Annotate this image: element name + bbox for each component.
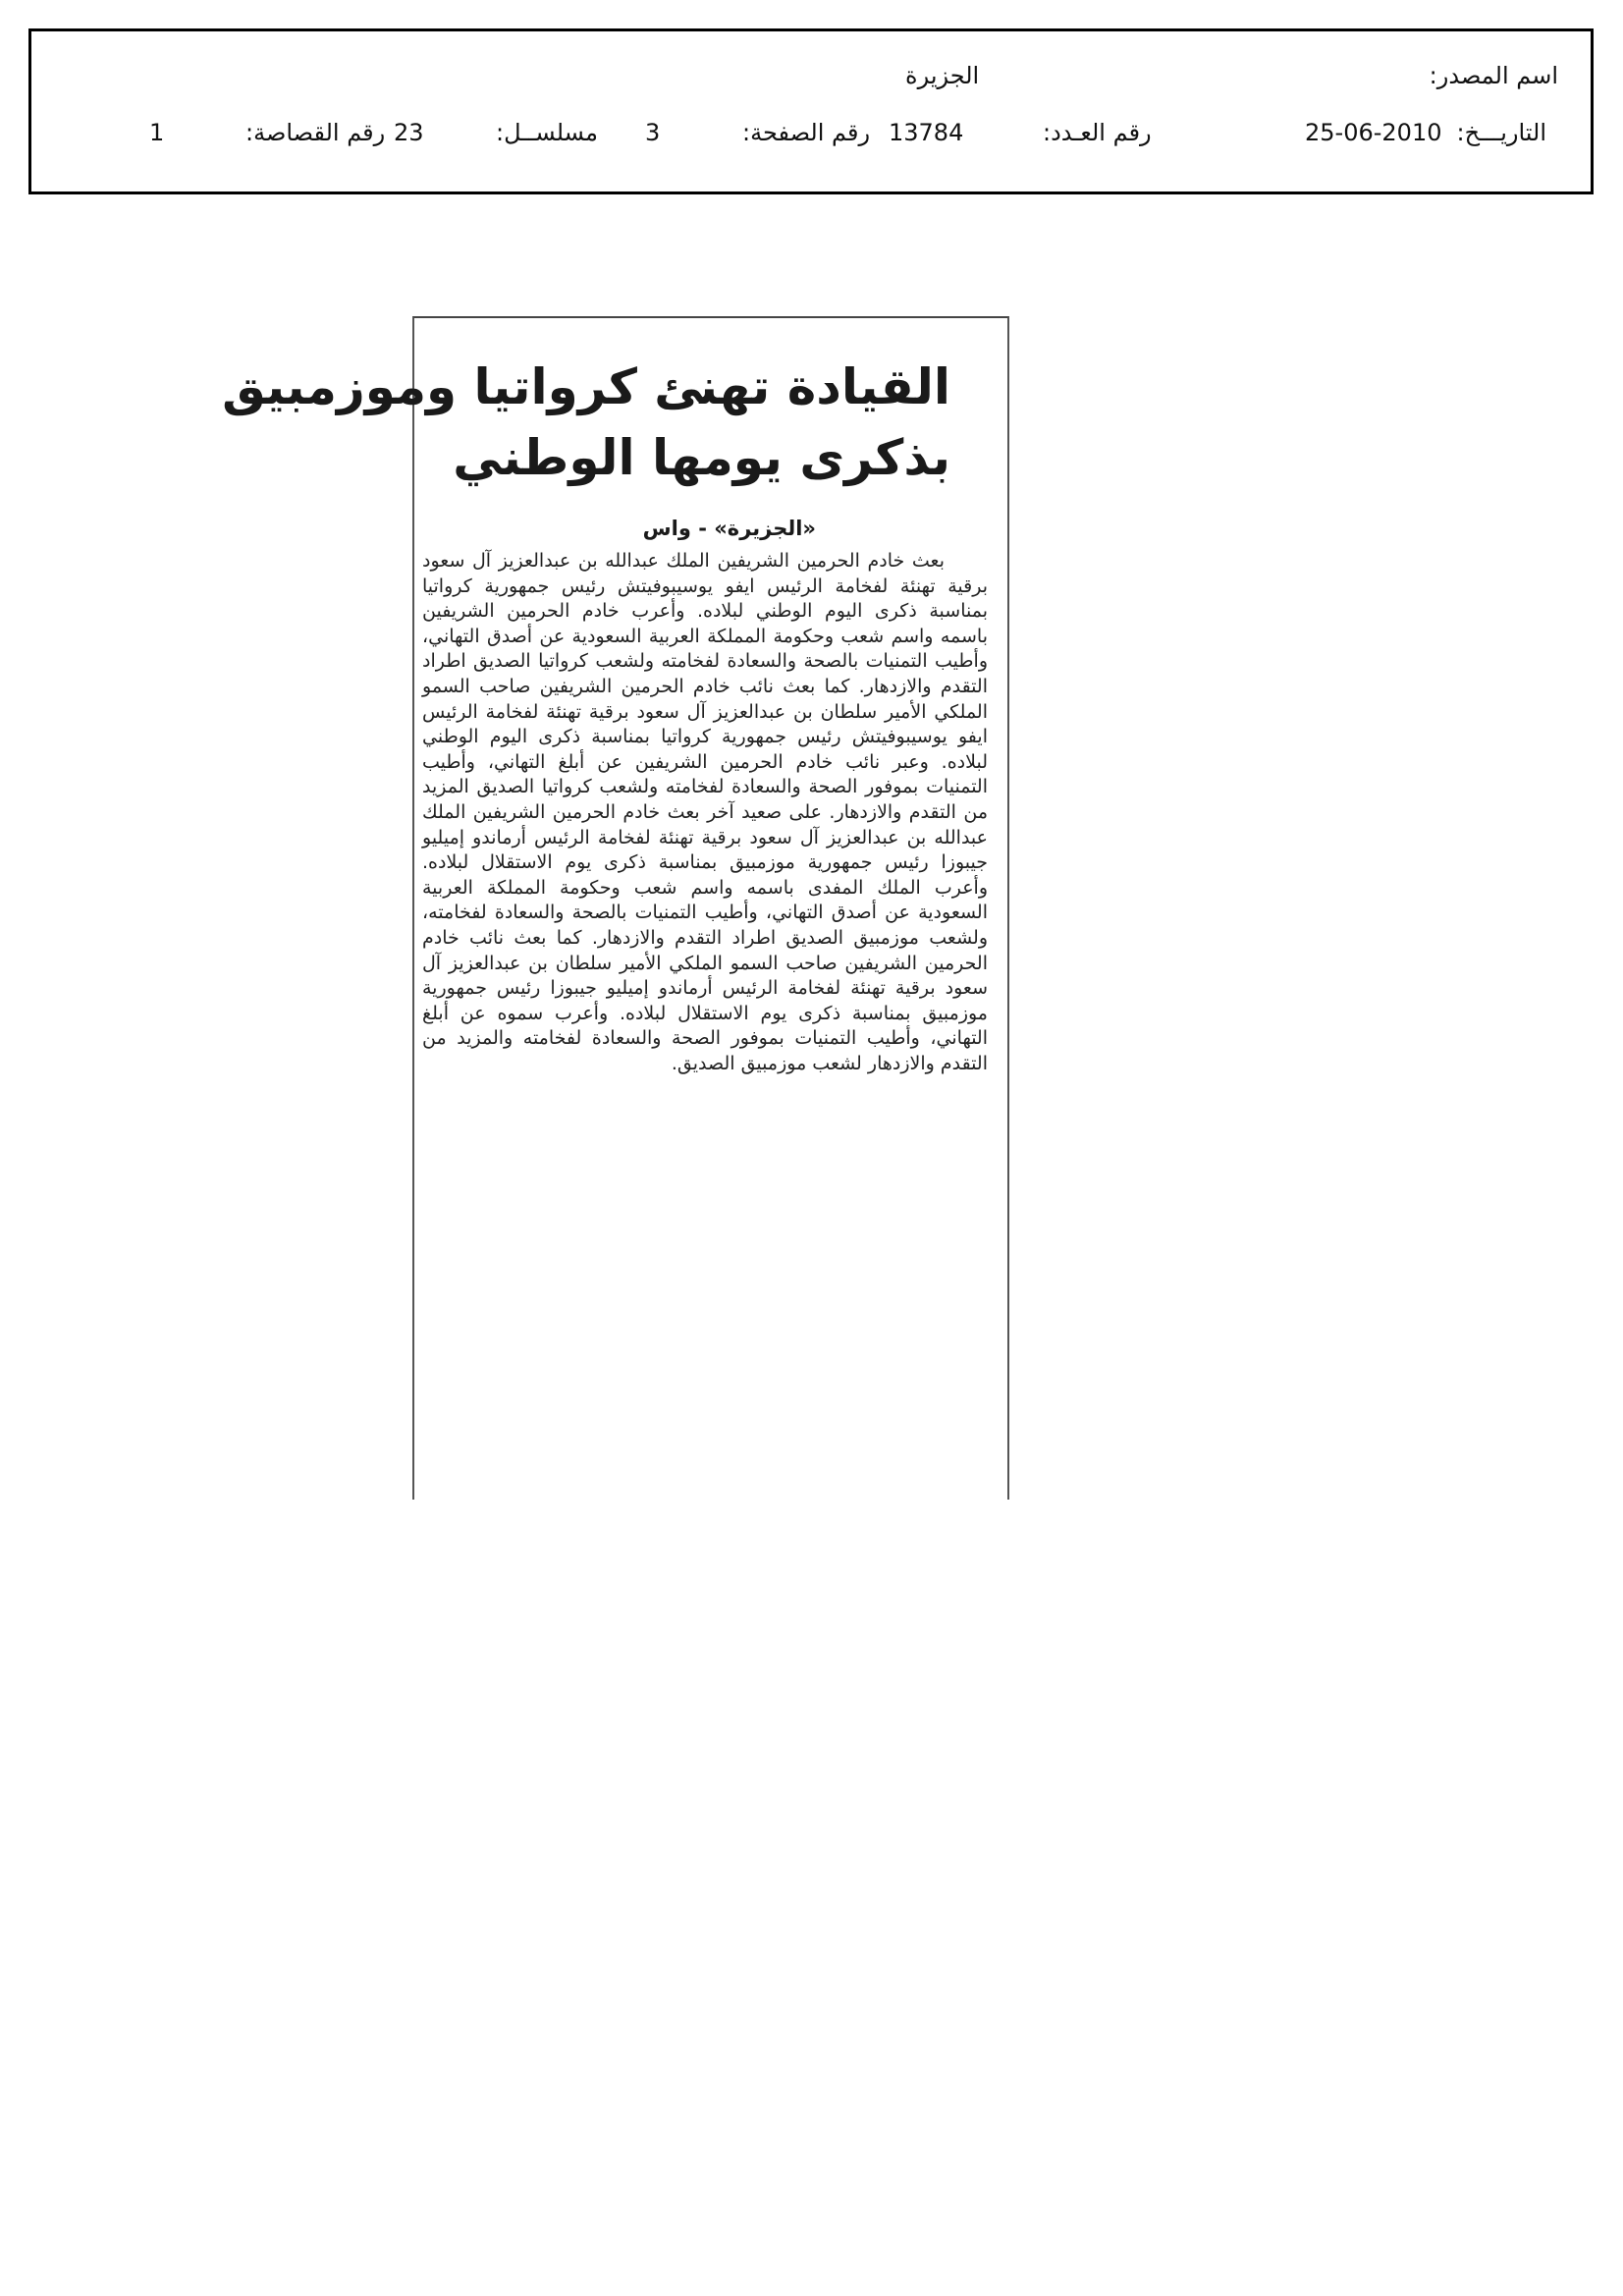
article-body [422, 549, 988, 1076]
source-label: اسم المصدر: [1429, 62, 1558, 89]
serial-value: 23 [394, 119, 424, 146]
page-label: رقم الصفحة: [742, 119, 871, 146]
headline-line-2: بذكرى يومها الوطني [453, 429, 950, 486]
serial-label: مسلســل: [496, 119, 598, 146]
clipping-info-box [28, 28, 1594, 194]
issue-value: 13784 [889, 119, 964, 146]
page-value: 3 [645, 119, 661, 146]
issue-label: رقم العـدد: [1043, 119, 1152, 146]
clip-number-value: 1 [149, 119, 165, 146]
newspaper-clipping [222, 316, 1009, 1500]
headline-line-1: القيادة تهنئ كرواتيا وموزمبيق [222, 358, 950, 415]
date-label: التاريـــخ: [1456, 119, 1546, 146]
clip-number-label: رقم القصاصة: [245, 119, 386, 146]
article-paragraph: بعث خادم الحرمين الشريفين الملك عبدالله بن عبدالعزيز آل سعود برقية تهنئة لفخامة الرئيس ايفو يوسيبوفيتش رئيس جمهورية كرواتيا بمناسبة ذكرى اليوم الوطني لبلاده. وأعرب خادم الحرمين الشريفين باسمه واسم شعب وحكومة المملكة العربية السعودية عن أصدق التهاني، وأطيب التمنيات بالصحة والسعادة لفخامته ولشعب كرواتيا الصديق اطراد التقدم والازدهار. كما بعث نائب خادم الحرمين الشريفين صاحب السمو الملكي الأمير سلطان بن عبدالعزيز آل سعود برقية تهنئة لفخامة الرئيس ايفو يوسيبوفيتش رئيس جمهورية كرواتيا بمناسبة ذكرى اليوم الوطني لبلاده. وعبر نائب خادم الحرمين الشريفين عن أبلغ التهاني، وأطيب التمنيات بموفور الصحة والسعادة لفخامته ولشعب كرواتيا الصديق المزيد من التقدم والازدهار. على صعيد آخر بعث خادم الحرمين الشريفين الملك عبدالله بن عبدالعزيز آل سعود برقية تهنئة لفخامة الرئيس أرماندو إميليو جيبوزا رئيس جمهورية موزمبيق بمناسبة ذكرى يوم الاستقلال لبلاده. وأعرب الملك المفدى باسمه واسم شعب وحكومة المملكة العربية السعودية عن أصدق التهاني، وأطيب التمنيات بالصحة والسعادة لفخامته، ولشعب موزمبيق الصديق اطراد التقدم والازدهار. كما بعث نائب خادم الحرمين الشريفين صاحب السمو الملكي الأمير سلطان بن عبدالعزيز آل سعود برقية تهنئة لفخامة الرئيس أرماندو إميليو جيبوزا رئيس جمهورية موزمبيق بمناسبة ذكرى يوم الاستقلال لبلاده. وأعرب سموه عن أبلغ التهاني، وأطيب التمنيات بموفور الصحة والسعادة لفخامته والمزيد من التقدم والازدهار لشعب موزمبيق الصديق. [422, 550, 988, 1074]
source-value: الجزيرة [905, 62, 980, 89]
date-value: 25-06-2010 [1305, 119, 1442, 146]
article-source-line: «الجزيرة» - واس [642, 517, 816, 540]
